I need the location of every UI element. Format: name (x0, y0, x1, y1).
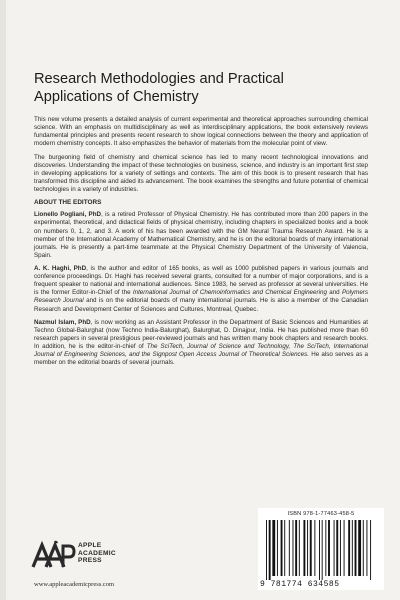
editor-bio-text: , is now working as an Assistant Professor in the Department of Basic Sciences and Humanities at Techno Global-Balurghat (now Techno India-Balurghat), Balurghat, D. Dinajpur, India. He has published more than 60 research papers in several prestigious peer-reviewed journals and has written many book chapters and research books. In addition, he is the editor-in-chief of (34, 318, 368, 351)
isbn-text: ISBN 978-1-77463-458-5 (287, 511, 355, 517)
barcode-panel (258, 508, 384, 590)
aap-logo-icon (30, 540, 76, 572)
spine-edge (0, 0, 6, 600)
editor-name: A. K. Haghi, PhD (34, 265, 87, 273)
editor-bio-text: He also serves as a member on the editorial boards of several journals. (34, 351, 369, 367)
editor-bio-text: and (326, 289, 342, 297)
editor-bio-text: , is a retired Professor of Physical Chemistry. He has contributed more than 200 papers in the experimental, theoretical, and didactical fields of physical chemistry, including chapters in specialized books and a book on numbers 0, 1, 2, and 3. A work of his has been awarded with the GM Neural Trauma Research Award. He is a member of the International Academy of Mathematical Chemistry, and he is on the editorial boards of many international journals. He is presently a part-time teammate at the Physical Chemistry Department of the University of Valencia, Spain. (34, 211, 369, 259)
editor-name: Lionello Pogliani, PhD (34, 211, 102, 219)
publisher-name: APPLE ACADEMIC PRESS (78, 542, 116, 565)
editor-bio-text: , is the author and editor of 165 books, as well as 1000 published papers in various journals and conference proceedings. Dr. Haghi has received several grants, consulted for a number of major corporations, and is a frequent speaker to national and international audiences. Since 1983, he served as professor at several universities. He is the former Editor-in-Chief of the (34, 265, 368, 297)
editor-bio-pogliani (34, 211, 368, 260)
about-editors-heading: ABOUT THE EDITORS (34, 199, 102, 207)
book-title: Research Methodologies and Practical Applications of Chemistry (34, 71, 284, 105)
description-body (34, 116, 368, 373)
barcode-digits: 9 781774 634585 (260, 580, 340, 589)
publisher-url: www.appleacademicpress.com (34, 581, 115, 588)
editor-name: Nazmul Islam, PhD (34, 318, 91, 326)
editor-bio-islam (34, 319, 368, 368)
second-paragraph: The burgeoning field of chemistry and chemical science has led to many recent technological innovations and discoveries. Understanding the impact of these technologies on business, science, and industry is an important first step in developing applications for a variety of settings and contexts. The aim of this book is to present research that has transformed this discipline and aided its advancement. The book examines the strengths and future potential of chemical technologies in a variety of industries. (34, 153, 368, 193)
barcode-icon (264, 520, 378, 580)
journal-title: International Journal of Chemoinformatics and Chemical Engineering (132, 289, 327, 297)
journal-title: The SciTech, Journal of Science and Technology, The SciTech, International Journal of Engineering Sciences, and the Signpost Open Access Journal of Theoretical Sciences. (34, 343, 368, 359)
journal-title: Polymers Research Journal (34, 289, 368, 305)
editor-bio-haghi (34, 265, 368, 314)
intro-paragraph: This new volume presents a detailed analysis of current experimental and theoretical approaches surrounding chemical science. With an emphasis on multidisciplinary as well as interdisciplinary applications, the book extensively reviews fundamental principles and presents recent research to show logical connections between the theory and application of modern chemistry concepts. It also emphasizes the behavior of materials from the molecular point of view. (34, 116, 368, 148)
publisher-logo (30, 540, 130, 574)
editor-bio-text: and is on the editorial boards of many international journals. He is also a member of the Canadian Research and Development Center of Sciences and Cultures, Montreal, Quebec. (34, 297, 369, 313)
